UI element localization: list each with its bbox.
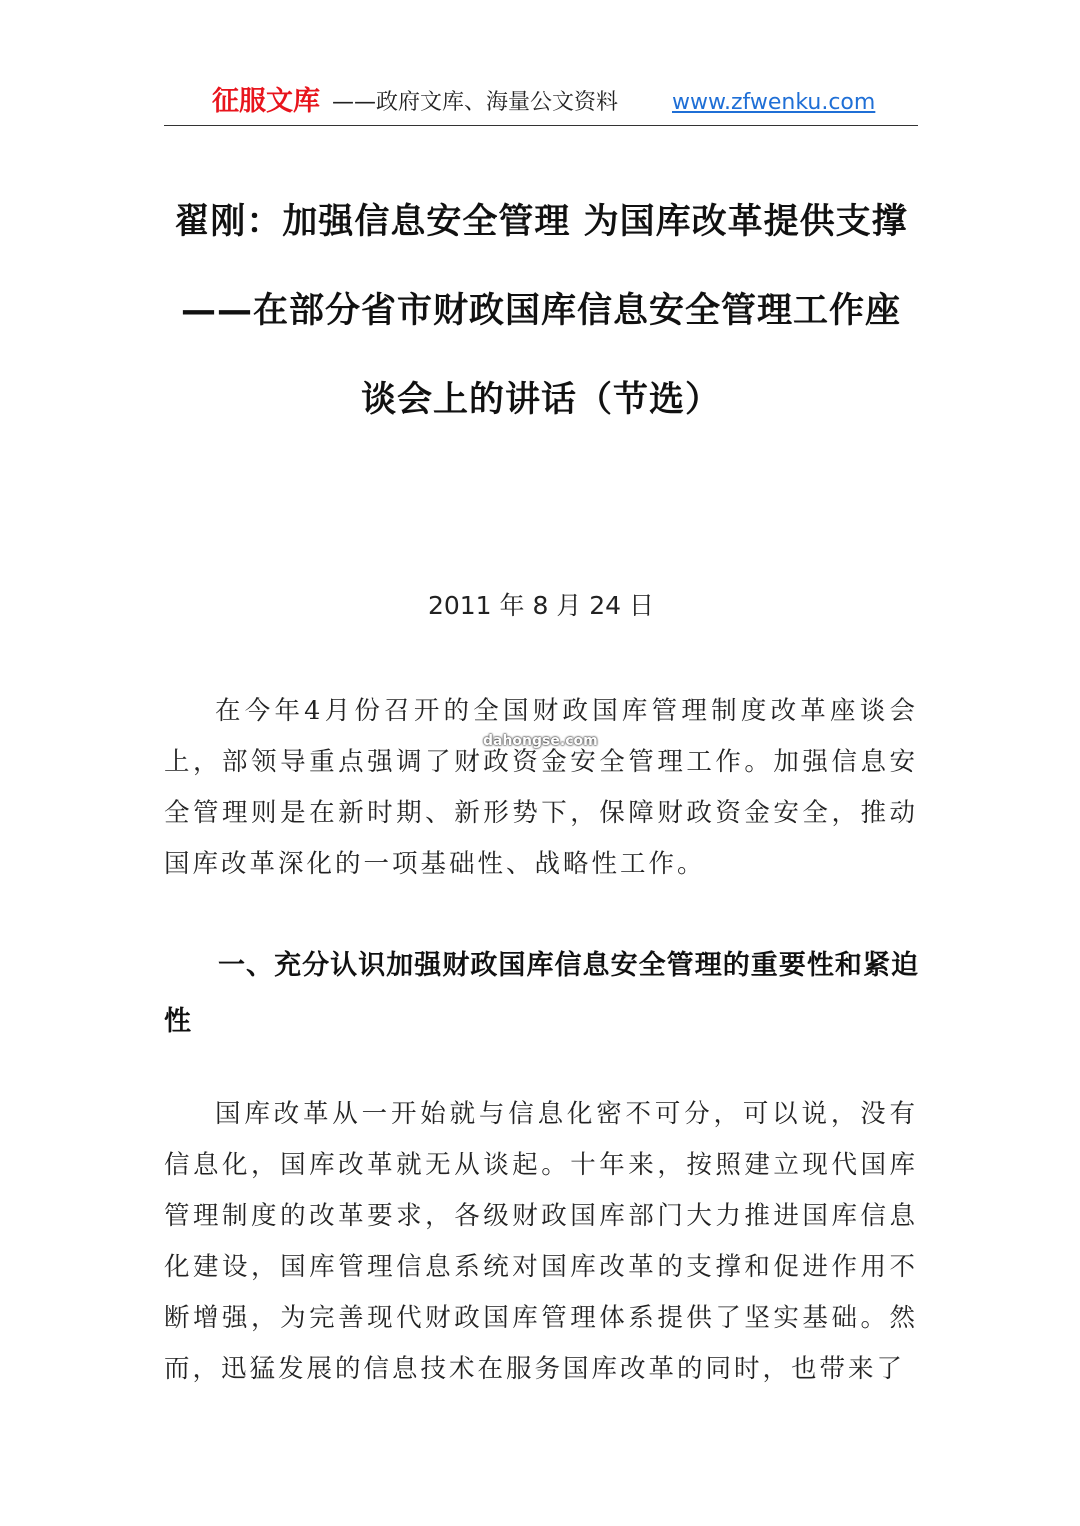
document-date: 2011 年 8 月 24 日 xyxy=(427,591,655,620)
site-url-link[interactable]: www.zfwenku.com xyxy=(672,90,876,115)
brand-logo-text: 征服文库 xyxy=(212,86,320,117)
header-divider xyxy=(164,125,918,126)
page-header xyxy=(164,84,918,124)
header-tagline: ——政府文库、海量公文资料 xyxy=(332,90,619,115)
document-title: 翟刚：加强信息安全管理 为国库改革提供支撑 ——在部分省市财政国库信息安全管理工作座谈会上的讲话（节选） xyxy=(174,202,908,420)
section-heading: 一、充分认识加强财政国库信息安全管理的重要性和紧迫性 xyxy=(164,950,918,1037)
body-paragraph-1: 在今年4月份召开的全国财政国库管理制度改革座谈会上，部领导重点强调了财政资金安全管理工作。加强信息安全管理则是在新时期、新形势下，保障财政资金安全，推动国库改革深化的一项基础性、战略性工作。 xyxy=(164,696,918,879)
watermark: dahongse.com xyxy=(483,733,598,749)
body-paragraph-2: 国库改革从一开始就与信息化密不可分，可以说，没有信息化，国库改革就无从谈起。十年来，按照建立现代国库管理制度的改革要求，各级财政国库部门大力推进国库信息化建设，国库管理信息系统对国库改革的支撑和促进作用不断增强，为完善现代财政国库管理体系提供了坚实基础。然而，迅猛发展的信息技术在服务国库改革的同时，也带来了 xyxy=(164,1099,918,1384)
